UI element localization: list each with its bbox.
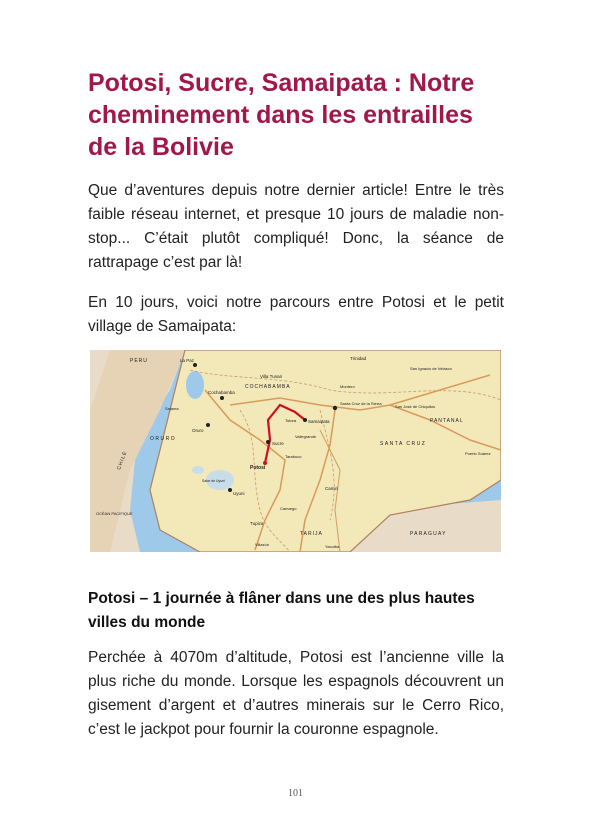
section-heading: Potosi – 1 journée à flâner dans une des plus hautes villes du monde — [88, 590, 475, 631]
map-label-vallegrande: Vallegrande — [295, 434, 317, 439]
map-dot-santa-cruz — [333, 406, 337, 410]
map-lake-titicaca — [186, 371, 204, 399]
map-label-cochabamba-region: COCHABAMBA — [245, 384, 291, 390]
map-label-villazon: Villazón — [255, 542, 269, 547]
map-label-pantanal: PANTANAL — [430, 418, 464, 424]
intro-paragraph: Que d’aventures depuis notre dernier article! Entre le très faible réseau internet, et presque 10 jours de maladie non-stop... C’était plutôt compliqué! Donc, la séance de rattrapage c’est par là! — [88, 182, 504, 271]
map-label-san-jose: San José de Chiquitos — [395, 404, 436, 409]
map-graphic — [90, 350, 501, 552]
map-dot-cochabamba — [220, 396, 224, 400]
map-label-tarabuco: Tarabuco — [285, 454, 302, 459]
route-intro-paragraph: En 10 jours, voici notre parcours entre Potosi et le petit village de Samaipata: — [88, 294, 504, 335]
map-label-ocean: OCÉAN PACIFIQUE — [96, 511, 133, 516]
map-label-salar: Salar de Uyuni — [202, 479, 225, 483]
map-label-samaipata: Samaipata — [308, 419, 330, 424]
map-label-camiri: Camiri — [325, 486, 338, 491]
map-label-oruro-city: Oruro — [192, 428, 204, 433]
map-label-trinidad: Trinidad — [350, 356, 367, 361]
map-label-san-ignacio: San Ignacio de Velasco — [410, 366, 452, 371]
map-dot-sucre — [266, 440, 270, 444]
map-label-sucre: Sucre — [272, 441, 284, 446]
map-dot-samaipata — [303, 418, 307, 422]
map-label-oruro-region: ORURO — [150, 436, 177, 442]
map-label-villa-tunari: Villa Tunari — [260, 374, 283, 379]
map-dot-oruro — [206, 423, 210, 427]
map-label-potosi: Potosí — [250, 465, 266, 471]
map-label-cochabamba-city: Cochabamba — [208, 390, 235, 395]
article-title: Potosi, Sucre, Samaipata : Notre cheminement dans les entrailles de la Bolivie — [88, 69, 475, 161]
map-label-chile: CHILE — [116, 450, 129, 471]
map-label-la-paz: La Paz — [180, 358, 195, 363]
map-label-tarija: TARIJA — [300, 531, 323, 537]
map-label-totora: Totora — [285, 418, 297, 423]
map-label-uyuni: Uyuni — [233, 491, 245, 496]
map-dot-la-paz — [193, 363, 197, 367]
map-label-santa-cruz-city: Santa Cruz de la Sierra — [340, 401, 382, 406]
map-label-sajama: Sajama — [165, 406, 179, 411]
map-label-santa-cruz-region: SANTA CRUZ — [380, 441, 427, 447]
map-salar-small — [192, 466, 204, 474]
map-label-peru: PERU — [130, 358, 148, 364]
map-label-paraguay: PARAGUAY — [410, 531, 447, 537]
map-label-yacuiba: Yacuiba — [325, 544, 340, 549]
map-label-camargo: Camargo — [280, 506, 297, 511]
map-label-puerto-suarez: Puerto Suárez — [465, 451, 491, 456]
section-paragraph: Perchée à 4070m d’altitude, Potosi est l’ancienne ville la plus riche du monde. Lorsque les espagnols découvrent un gisement d’argent et d’autres minerais sur le Cerro Rico, c’est le jackpot pour fournir la couronne espagnole. — [88, 649, 504, 738]
map-label-montero: Montero — [340, 384, 355, 389]
page-number: 101 — [288, 788, 303, 799]
map-dot-uyuni — [228, 488, 232, 492]
bolivia-route-map — [90, 350, 501, 552]
map-label-tupiza: Tupiza — [250, 521, 264, 526]
